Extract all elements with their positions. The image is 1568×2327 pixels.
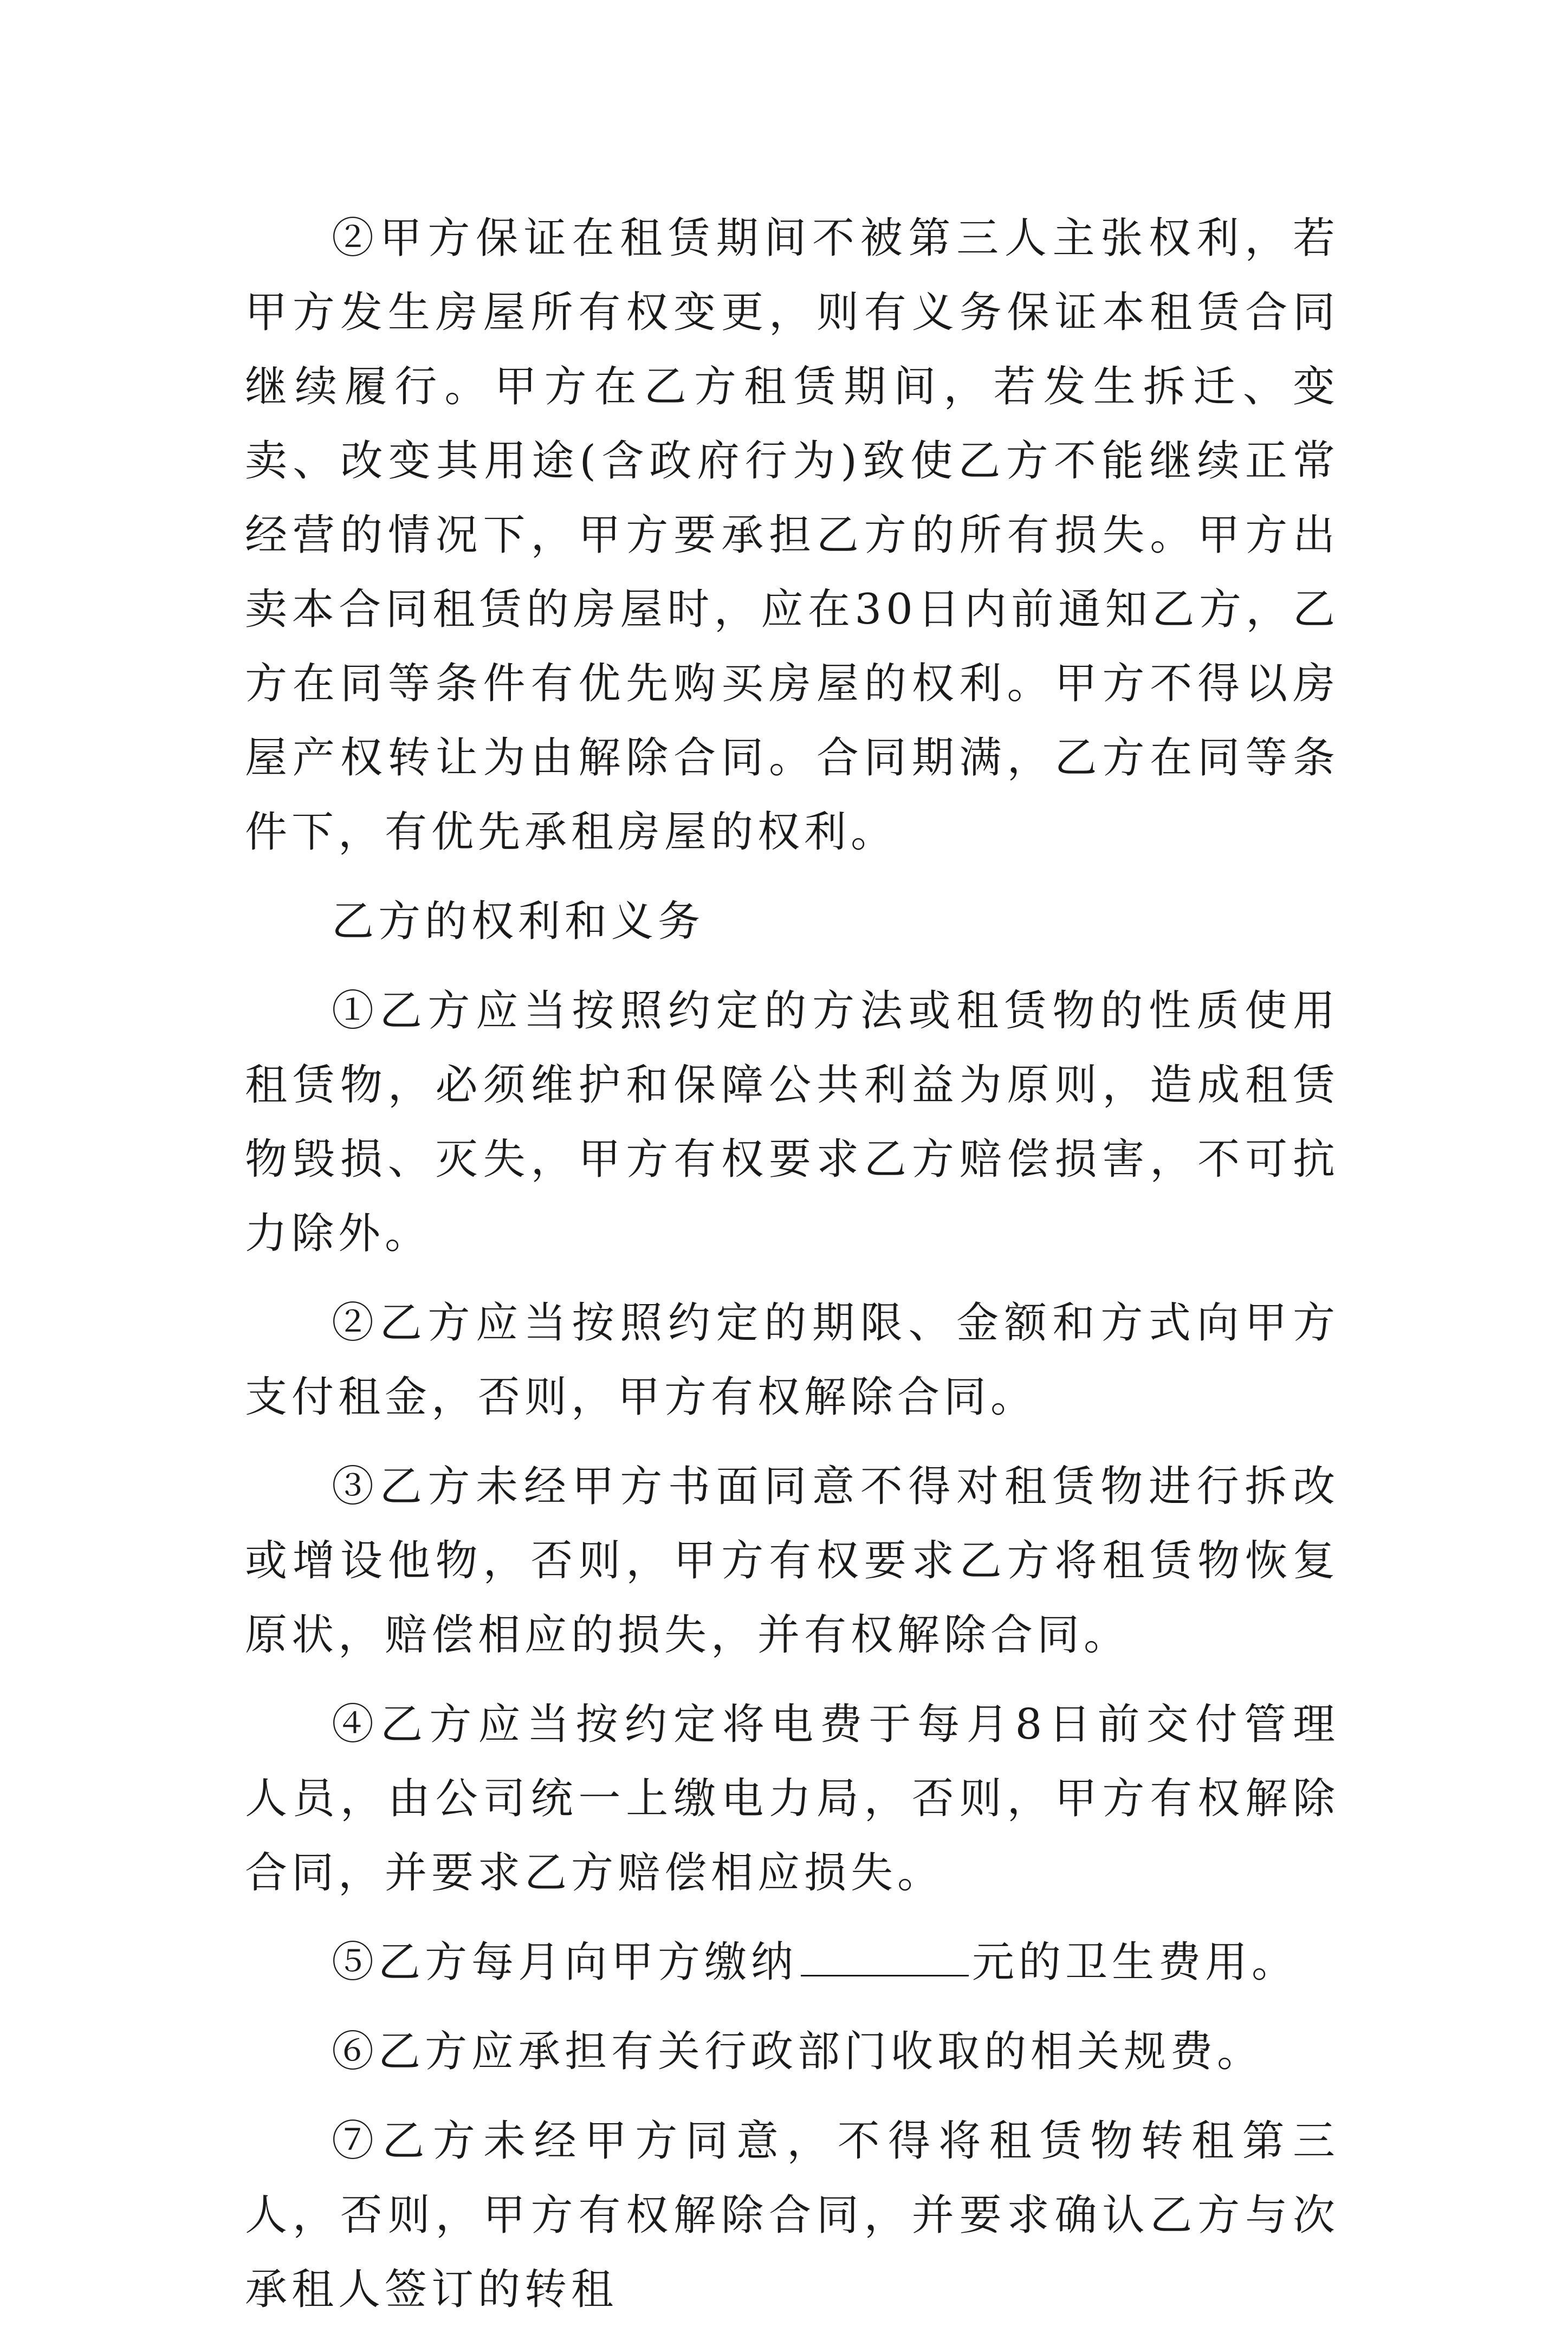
paragraph-clause-4: ④乙方应当按约定将电费于每月8日前交付管理人员，由公司统一上缴电力局，否则，甲方有权解除合同，并要求乙方赔偿相应损失。 <box>245 1700 1339 1897</box>
section-heading-lessee-rights: 乙方的权利和义务 <box>332 897 705 946</box>
paragraph-clause-2: ②乙方应当按照约定的期限、金额和方式向甲方支付租金，否则，甲方有权解除合同。 <box>245 1299 1339 1422</box>
paragraph-clause-3: ③乙方未经甲方书面同意不得对租赁物进行拆改或增设他物，否则，甲方有权要求乙方将租赁物恢复原状，赔偿相应的损失，并有权解除合同。 <box>245 1462 1339 1660</box>
paragraph-clause-5 <box>245 1926 1339 2000</box>
document-page <box>245 202 1339 2327</box>
paragraph-clause-1: ①乙方应当按照约定的方法或租赁物的性质使用租赁物，必须维护和保障公共利益为原则，造成租赁物毁损、灭失，甲方有权要求乙方赔偿损害，不可抗力除外。 <box>245 987 1339 1258</box>
paragraph-clause-6: ⑥乙方应承担有关行政部门收取的相关规费。 <box>332 2027 1264 2076</box>
clause-5-text-after: 元的卫生费用。 <box>972 1938 1299 1987</box>
paragraph-lessor-guarantee: ②甲方保证在租赁期间不被第三人主张权利，若甲方发生房屋所有权变更，则有义务保证本租赁合同继续履行。甲方在乙方租赁期间，若发生拆迁、变卖、改变其用途(含政府行为)致使乙方不能继续正常经营的情况下，甲方要承担乙方的所有损失。甲方出卖本合同租赁的房屋时，应在30日内前通知乙方，乙方在同等条件有优先购买房屋的权利。甲方不得以房屋产权转让为由解除合同。合同期满，乙方在同等条件下，有优先承租房屋的权利。 <box>245 214 1339 857</box>
clause-5-text-before: ⑤乙方每月向甲方缴纳 <box>332 1938 798 1987</box>
paragraph-clause-7: ⑦乙方未经甲方同意，不得将租赁物转租第三人，否则，甲方有权解除合同，并要求确认乙方与次承租人签订的转租 <box>245 2117 1339 2314</box>
fill-in-blank[interactable] <box>801 1941 969 1976</box>
